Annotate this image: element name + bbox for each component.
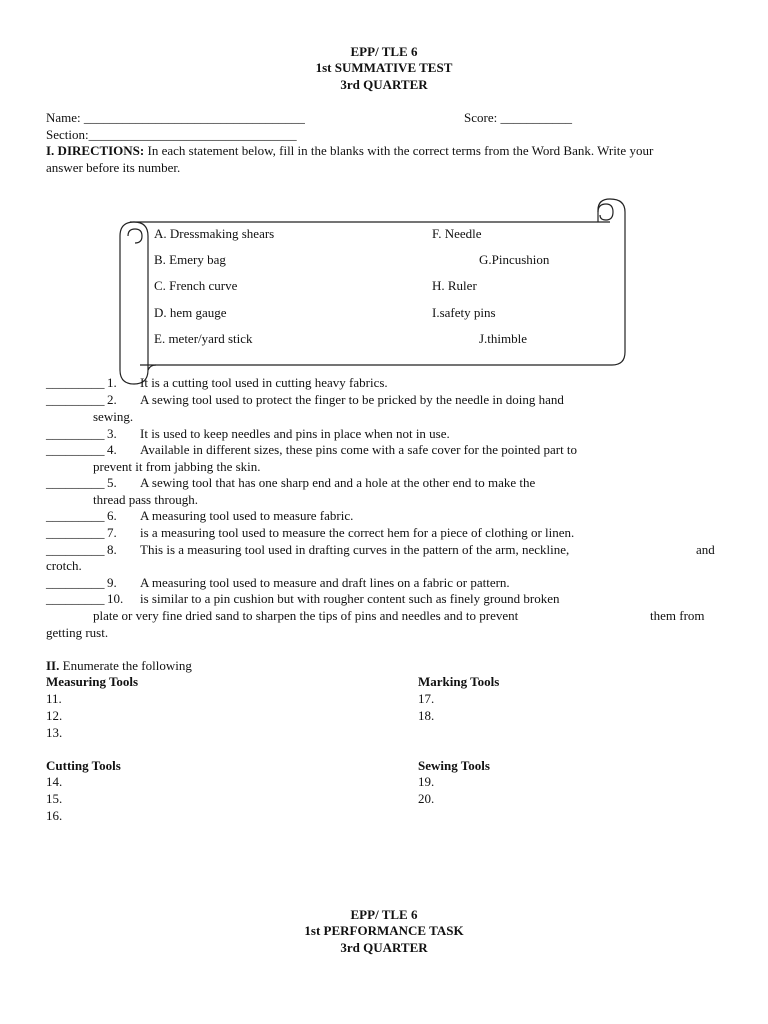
task-title: 1st PERFORMANCE TASK	[304, 923, 464, 938]
enumeration-item: 13.	[46, 725, 63, 740]
enumeration-item: 12.	[46, 708, 63, 723]
question-number: 9.	[107, 575, 117, 590]
enumeration-item: 14.	[46, 774, 63, 789]
cutting-tools-title: Cutting Tools	[46, 758, 121, 773]
question-text: A sewing tool that has one sharp end and a hole at the other end to make the	[140, 475, 536, 490]
question-text-continued: crotch.	[46, 558, 82, 573]
question-text: A measuring tool used to measure fabric.	[140, 508, 354, 523]
marking-tools-title: Marking Tools	[418, 674, 500, 689]
word-bank-item: D. hem gauge	[154, 305, 227, 320]
directions-text-2: answer before its number.	[46, 160, 181, 175]
question-number: 5.	[107, 475, 117, 490]
question-number: 4.	[107, 442, 117, 457]
question-text: It is used to keep needles and pins in place when not in use.	[140, 426, 450, 441]
enumeration-item: 17.	[418, 691, 435, 706]
question-text-continued: sewing.	[93, 409, 134, 424]
word-bank-item: B. Emery bag	[154, 252, 226, 267]
part2-instruction: Enumerate the following	[62, 658, 192, 673]
section-label: Section:	[46, 127, 89, 142]
question-text: Available in different sizes, these pins come with a safe cover for the pointed part to	[140, 442, 578, 457]
word-bank-item: H. Ruler	[432, 278, 477, 293]
score-line: ___________	[500, 110, 572, 125]
question-text: A sewing tool used to protect the finger to be pricked by the needle in doing hand	[140, 392, 564, 407]
enumeration-item: 16.	[46, 808, 63, 823]
question-text: A measuring tool used to measure and draft lines on a fabric or pattern.	[140, 575, 510, 590]
word-bank-item: A. Dressmaking shears	[154, 226, 275, 241]
enumeration-item: 20.	[418, 791, 435, 806]
enumeration-item: 19.	[418, 774, 435, 789]
word-bank-item: G.Pincushion	[479, 252, 550, 267]
question-number: 2.	[107, 392, 117, 407]
sewing-tools-title: Sewing Tools	[418, 758, 490, 773]
question-number: 7.	[107, 525, 117, 540]
question-number: 6.	[107, 508, 117, 523]
question-text-end: and	[696, 542, 715, 557]
enumeration-item: 18.	[418, 708, 435, 723]
question-text: is similar to a pin cushion but with rougher content such as finely ground broken	[140, 591, 560, 606]
name-line: __________________________________	[83, 110, 305, 125]
answer-blank: _________	[46, 426, 105, 441]
word-bank-item: F. Needle	[432, 226, 482, 241]
word-bank-item: E. meter/yard stick	[154, 331, 253, 346]
answer-blank: _________	[46, 591, 105, 606]
question-number: 10.	[107, 591, 124, 606]
question-text: is a measuring tool used to measure the correct hem for a piece of clothing or linen.	[140, 525, 575, 540]
answer-blank: _________	[46, 575, 105, 590]
part2-heading	[46, 658, 192, 674]
enumeration-item: 15.	[46, 791, 63, 806]
answer-blank: _________	[46, 475, 105, 490]
answer-blank: _________	[46, 392, 105, 407]
word-bank-item: I.safety pins	[432, 305, 496, 320]
word-bank-item: C. French curve	[154, 278, 238, 293]
question-text: This is a measuring tool used in drafting curves in the pattern of the arm, neckline,	[140, 542, 570, 557]
subject-title: EPP/ TLE 6	[350, 44, 418, 59]
directions-heading: I. DIRECTIONS:	[46, 143, 145, 158]
task-subject-title: EPP/ TLE 6	[350, 907, 418, 922]
question-number: 8.	[107, 542, 117, 557]
question-number: 3.	[107, 426, 117, 441]
answer-blank: _________	[46, 375, 105, 390]
test-title: 1st SUMMATIVE TEST	[315, 60, 453, 75]
question-text-end: them from	[650, 608, 705, 623]
word-bank-item: J.thimble	[479, 331, 528, 346]
name-label: Name:	[46, 110, 81, 125]
part2-number: II.	[46, 658, 60, 673]
task-quarter-title: 3rd QUARTER	[340, 940, 428, 955]
question-text-continued: getting rust.	[46, 625, 109, 640]
answer-blank: _________	[46, 542, 105, 557]
quarter-title: 3rd QUARTER	[340, 77, 428, 92]
question-text: It is a cutting tool used in cutting heavy fabrics.	[140, 375, 388, 390]
measuring-tools-title: Measuring Tools	[46, 674, 139, 689]
question-text-continued: prevent it from jabbing the skin.	[93, 459, 261, 474]
score-label: Score:	[464, 110, 498, 125]
section-line: ________________________________	[88, 127, 297, 142]
question-number: 1.	[107, 375, 117, 390]
question-text-continued: thread pass through.	[93, 492, 199, 507]
answer-blank: _________	[46, 508, 105, 523]
directions-text-1: In each statement below, fill in the blanks with the correct terms from the Word Bank. Write your	[147, 143, 654, 158]
answer-blank: _________	[46, 525, 105, 540]
enumeration-item: 11.	[46, 691, 62, 706]
answer-blank: _________	[46, 442, 105, 457]
question-text-continued: plate or very fine dried sand to sharpen the tips of pins and needles and to prevent	[93, 608, 519, 623]
